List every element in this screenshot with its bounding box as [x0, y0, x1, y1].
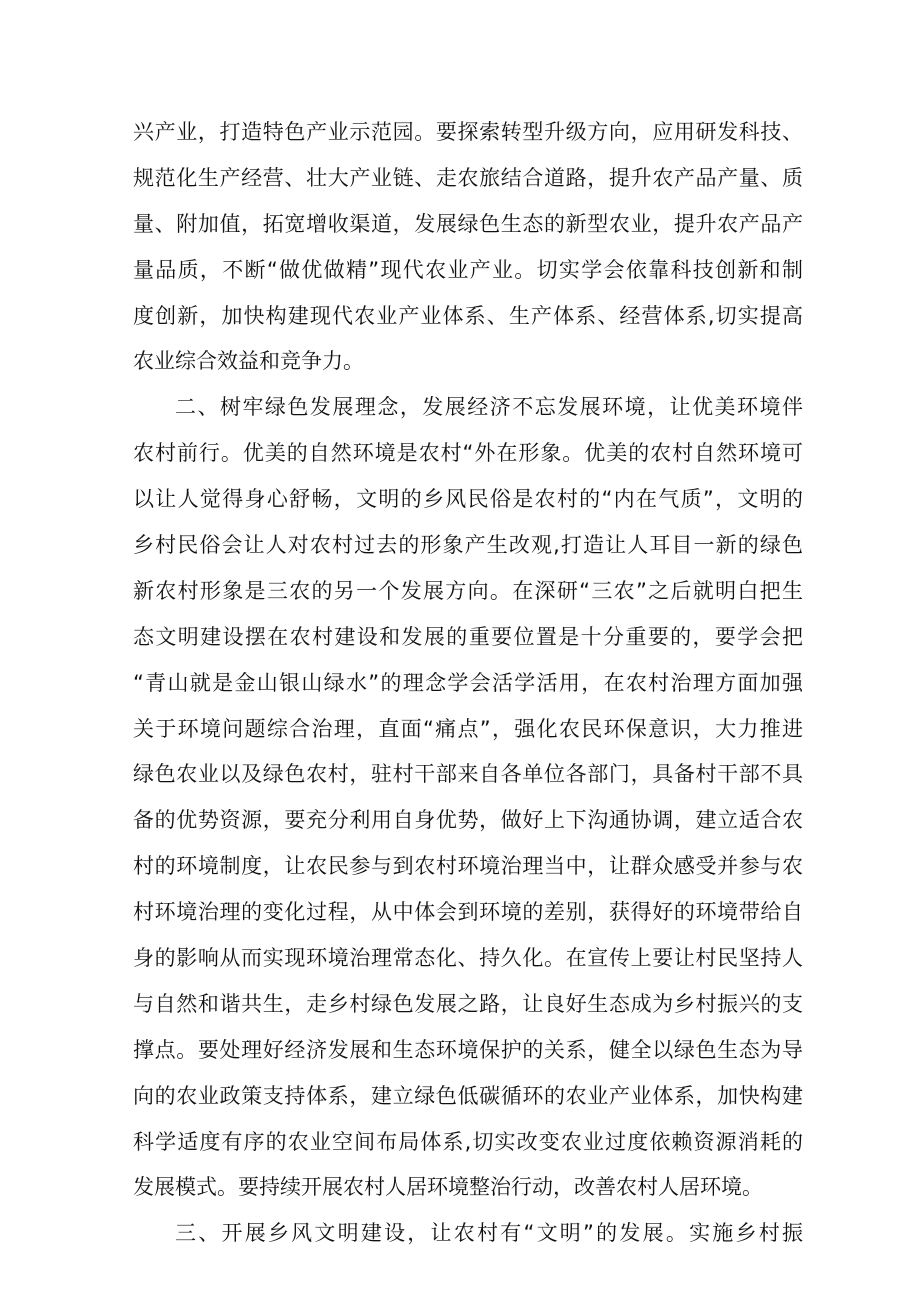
text-line: 村环境治理的变化过程，从中体会到环境的差别，获得好的环境带给自 [133, 900, 803, 925]
text-line: 与自然和谐共生，走乡村绿色发展之路，让良好生态成为乡村振兴的支 [133, 991, 803, 1016]
text-line: 发展模式。要持续开展农村人居环境整治行动，改善农村人居环境。 [133, 1175, 763, 1200]
text-line: 乡村民俗会让人对农村过去的形象产生改观,打造让人耳目一新的绿色 [133, 533, 803, 558]
text-line: 备的优势资源，要充分利用自身优势，做好上下沟通协调，建立适合农 [133, 808, 803, 833]
body-text [133, 110, 803, 1257]
text-line: 量品质，不断“做优做精”现代农业产业。切实学会依靠科技创新和制 [133, 257, 803, 282]
text-line: 绿色农业以及绿色农村，驻村干部来自各单位各部门，具备村干部不具 [133, 762, 803, 787]
paragraph-first-line: 三、开展乡风文明建设，让农村有“文明”的发展。实施乡村振 [175, 1221, 803, 1246]
text-line: 规范化生产经营、壮大产业链、走农旅结合道路，提升农产品产量、质 [133, 165, 803, 190]
text-line: 身的影响从而实现环境治理常态化、持久化。在宣传上要让村民坚持人 [133, 946, 803, 971]
text-line: 度创新，加快构建现代农业产业体系、生产体系、经营体系,切实提高 [133, 303, 803, 328]
text-line: “青山就是金山银山绿水”的理念学会活学活用，在农村治理方面加强 [133, 670, 803, 695]
text-line: 兴产业，打造特色产业示范园。要探索转型升级方向，应用研发科技、 [133, 120, 803, 144]
text-line: 科学适度有序的农业空间布局体系,切实改变农业过度依赖资源消耗的 [133, 1129, 803, 1154]
text-line: 农业综合效益和竞争力。 [133, 349, 364, 374]
text-line: 撑点。要处理好经济发展和生态环境保护的关系，健全以绿色生态为导 [133, 1037, 803, 1062]
text-line: 新农村形象是三农的另一个发展方向。在深研“三农”之后就明白把生 [133, 578, 803, 603]
text-line: 村的环境制度，让农民参与到农村环境治理当中，让群众感受并参与农 [133, 854, 803, 879]
text-line: 量、附加值，拓宽增收渠道，发展绿色生态的新型农业，提升农产品产 [133, 211, 803, 236]
text-line: 以让人觉得身心舒畅，文明的乡风民俗是农村的“内在气质”，文明的 [133, 487, 803, 512]
paragraph-first-line: 二、树牢绿色发展理念，发展经济不忘发展环境，让优美环境伴 [175, 395, 803, 420]
text-line: 农村前行。优美的自然环境是农村“外在形象。优美的农村自然环境可 [133, 441, 803, 466]
text-line: 向的农业政策支持体系，建立绿色低碳循环的农业产业体系，加快构建 [133, 1083, 803, 1108]
text-line: 关于环境问题综合治理，直面“痛点”，强化农民环保意识，大力推进 [133, 716, 803, 741]
text-line: 态文明建设摆在农村建设和发展的重要位置是十分重要的，要学会把 [133, 624, 803, 649]
